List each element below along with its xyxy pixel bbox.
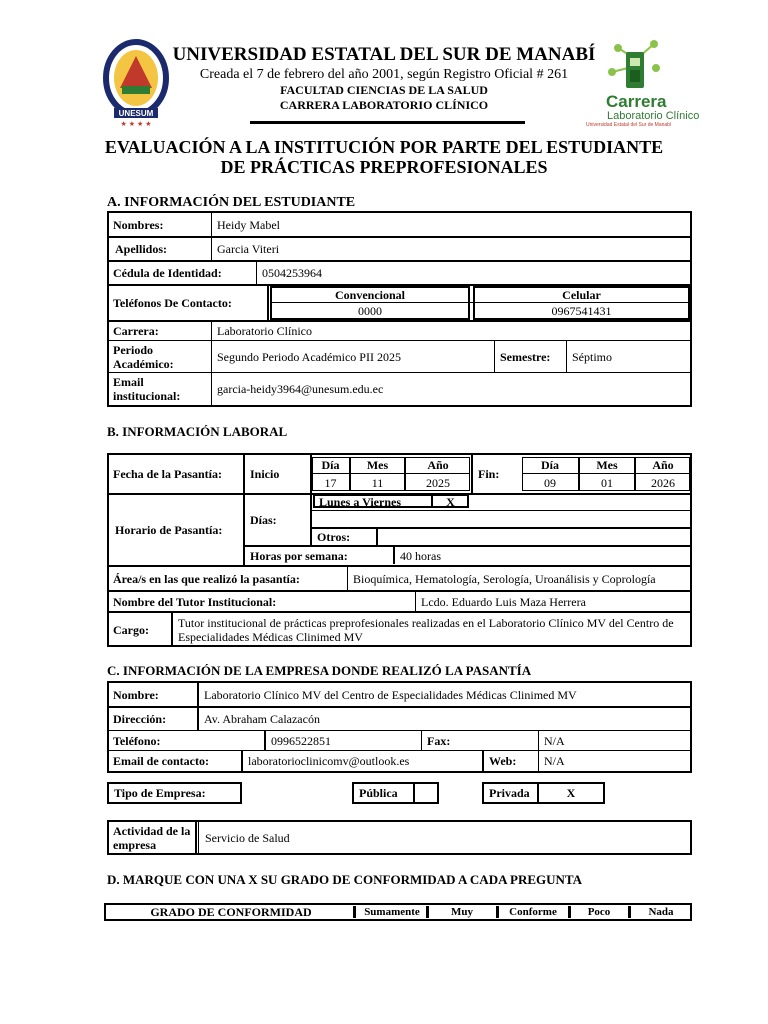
telefonos-label: Teléfonos De Contacto: xyxy=(113,295,232,310)
carrera-logo-title: Carrera xyxy=(606,92,667,111)
apellidos-value: Garcia Viteri xyxy=(217,241,280,256)
empresa-fax-value: N/A xyxy=(544,733,565,748)
inicio-dia-value: 17 xyxy=(324,475,337,490)
cargo-label: Cargo: xyxy=(113,622,149,637)
carrera-label: Carrera: xyxy=(113,324,159,338)
inicio-dia-label: Día xyxy=(321,458,340,472)
carrera-logo-subtitle: Laboratorio Clínico xyxy=(607,110,700,122)
email-inst-label: Email institucional: xyxy=(113,375,181,403)
empresa-fax-label: Fax: xyxy=(427,733,451,748)
horas-semana-label: Horas por semana: xyxy=(250,548,348,563)
option-sumamente: Sumamente xyxy=(364,906,420,918)
empresa-web-label: Web: xyxy=(489,754,517,768)
fin-mes-value: 01 xyxy=(601,475,613,490)
lunes-viernes-mark[interactable]: X xyxy=(446,495,455,508)
publica-mark[interactable] xyxy=(415,784,437,802)
fin-anio-label: Año xyxy=(652,458,674,472)
otros-label: Otros: xyxy=(317,530,351,544)
svg-text:★ ★ ★ ★: ★ ★ ★ ★ xyxy=(120,121,152,128)
area-value: Bioquímica, Hematología, Serología, Uroanálisis y Coprología xyxy=(353,571,656,586)
convencional-label: Convencional xyxy=(334,287,405,302)
fin-anio-value: 2026 xyxy=(651,475,675,490)
svg-text:UNESUM: UNESUM xyxy=(118,109,154,118)
inicio-mes-label: Mes xyxy=(366,458,389,472)
semestre-label: Semestre: xyxy=(500,349,551,364)
option-muy: Muy xyxy=(451,906,473,918)
fin-label: Fin: xyxy=(478,467,500,481)
section-a-title: A. INFORMACIÓN DEL ESTUDIANTE xyxy=(107,195,356,210)
actividad-value: Servicio de Salud xyxy=(205,830,290,845)
option-nada: Nada xyxy=(648,906,674,918)
tutor-value: Lcdo. Eduardo Luis Maza Herrera xyxy=(421,594,586,609)
area-label: Área/s en las que realizó la pasantía: xyxy=(113,571,300,586)
section-d-title: D. MARQUE CON UNA X SU GRADO DE CONFORMIDAD A CADA PREGUNTA xyxy=(107,872,582,887)
periodo-label: Periodo Académico: xyxy=(113,342,174,371)
cargo-value: Tutor institucional de prácticas preprofesionales realizadas en el Laboratorio Clínico MV del Centro de Especialidades Médicas Clinimed MV xyxy=(178,615,674,644)
header-underline xyxy=(250,121,525,124)
empresa-telefono-label: Teléfono: xyxy=(113,733,161,748)
cedula-value: 0504253964 xyxy=(262,265,322,280)
email-inst-value: garcia-heidy3964@unesum.edu.ec xyxy=(217,382,384,396)
nombres-value: Heidy Mabel xyxy=(217,217,280,232)
empresa-telefono-value: 0996522851 xyxy=(271,733,331,748)
privada-label: Privada xyxy=(489,786,530,800)
actividad-label: Actividad de la empresa xyxy=(113,823,191,852)
carrera-value: Laboratorio Clínico xyxy=(217,324,312,338)
carrera-lab-logo xyxy=(604,38,688,94)
option-poco: Poco xyxy=(587,906,611,918)
empresa-web-value: N/A xyxy=(544,754,565,768)
inicio-label: Inicio xyxy=(250,467,280,481)
empresa-nombre-value: Laboratorio Clínico MV del Centro de Especialidades Médicas Clinimed MV xyxy=(204,687,577,702)
university-name: UNIVERSIDAD ESTATAL DEL SUR DE MANABÍ xyxy=(172,44,596,65)
inicio-anio-label: Año xyxy=(427,458,449,472)
empresa-email-label: Email de contacto: xyxy=(113,754,209,768)
cedula-label: Cédula de Identidad: xyxy=(113,265,222,280)
convencional-value: 0000 xyxy=(358,304,382,318)
faculty-name: FACULTAD CIENCIAS DE LA SALUD xyxy=(280,83,488,97)
lunes-viernes-label: Lunes a Viernes xyxy=(319,495,402,508)
dias-label: Días: xyxy=(250,513,277,527)
fin-mes-label: Mes xyxy=(596,458,618,472)
inicio-mes-value: 11 xyxy=(371,475,384,490)
fin-dia-value: 09 xyxy=(544,475,556,490)
fecha-pasantia-label: Fecha de la Pasantía: xyxy=(113,467,222,481)
inicio-anio-value: 2025 xyxy=(426,475,450,490)
celular-label: Celular xyxy=(562,287,601,302)
grado-conformidad-label: GRADO DE CONFORMIDAD xyxy=(150,904,312,919)
document-title-line1: EVALUACIÓN A LA INSTITUCIÓN POR PARTE DEL ESTUDIANTE xyxy=(104,137,664,157)
section-c-title: C. INFORMACIÓN DE LA EMPRESA DONDE REALIZÓ LA PASANTÍA xyxy=(107,663,532,678)
horas-semana-value: 40 horas xyxy=(400,548,441,563)
section-b-title: B. INFORMACIÓN LABORAL xyxy=(107,424,288,439)
nombres-label: Nombres: xyxy=(113,217,164,232)
document-title-line2: DE PRÁCTICAS PREPROFESIONALES xyxy=(220,157,548,177)
career-name: CARRERA LABORATORIO CLÍNICO xyxy=(279,98,489,112)
option-conforme: Conforme xyxy=(509,906,557,918)
publica-label: Pública xyxy=(359,786,398,800)
privada-mark[interactable]: X xyxy=(566,786,576,800)
carrera-logo-small: Universidad Estatal del Sur de Manabí xyxy=(586,122,672,128)
empresa-email-value: laboratorioclinicomv@outlook.es xyxy=(248,754,410,768)
semestre-value: Séptimo xyxy=(572,349,613,364)
tutor-label: Nombre del Tutor Institucional: xyxy=(113,594,277,609)
tipo-empresa-label: Tipo de Empresa: xyxy=(114,786,206,800)
periodo-value: Segundo Periodo Académico PII 2025 xyxy=(217,349,401,364)
empresa-direccion-label: Dirección: xyxy=(113,712,167,726)
founded-line: Creada el 7 de febrero del año 2001, según Registro Oficial # 261 xyxy=(199,67,569,82)
empresa-nombre-label: Nombre: xyxy=(113,687,159,702)
celular-value: 0967541431 xyxy=(551,304,612,318)
apellidos-label: Apellidos: xyxy=(115,241,168,256)
horario-label: Horario de Pasantía: xyxy=(115,523,223,537)
empresa-direccion-value: Av. Abraham Calazacón xyxy=(204,712,320,726)
fin-dia-label: Día xyxy=(541,458,559,472)
